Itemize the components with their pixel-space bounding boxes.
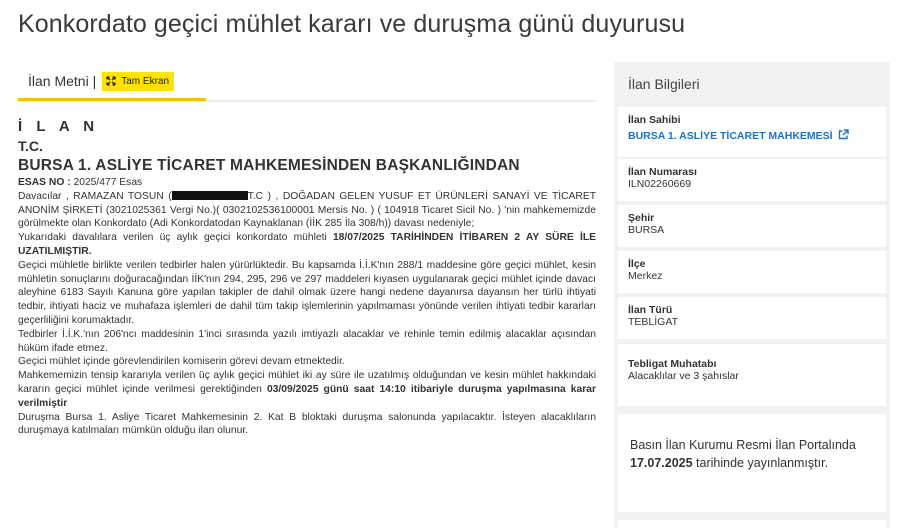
info-label: Tebligat Muhatabı [628, 358, 717, 370]
info-value: ILN02260669 [628, 178, 692, 190]
paragraph-venue: Duruşma Bursa 1. Asliye Ticaret Mahkemesinin 2. Kat B bloktaki duruşma salonunda yapılacaktır. İsteyen alacaklıların duruşmaya katılmaları mümkün olduğu ilan olunur. [18, 411, 596, 437]
note-date: 17.07.2025 [630, 456, 693, 470]
extension-bold: 18/07/2025 TARİHİNDEN İTİBAREN 2 AY SÜRE İLE UZATILMIŞTIR. [18, 232, 596, 257]
parties-text-b: T.C ) , DOĞADAN GELEN YUSUF ET ÜRÜNLERİ SANAYİ VE TİCARET ANONİM ŞİRKETİ (3021025361 Vergi No.)( 0302102536100001 Mersis No. ) ( 104918 Ticaret Sicil No. ) 'nin mahkememizde görülmekte olan Konkordato (Adi Konkordatodan Kaynaklanan (İİK 285 İla 308/h)) davası nedeniyle; [18, 190, 596, 230]
tab-bar [18, 64, 596, 102]
paragraph-commissioner: Geçici mühlet içinde görevlendirilen komiserin görevi devam etmektedir. [18, 356, 345, 368]
sidebar [614, 62, 890, 527]
expand-icon [106, 76, 116, 86]
tab-label: İlan Metni | [28, 73, 97, 89]
external-link-icon [838, 129, 849, 140]
publication-note [618, 414, 886, 512]
info-label: İlçe [628, 258, 646, 270]
fullscreen-button[interactable] [102, 72, 174, 91]
tab-ilan-metni[interactable] [18, 64, 206, 101]
note-text-b: tarihinde yayınlanmıştır. [692, 456, 829, 470]
heading-tc: T.C. [18, 138, 43, 154]
info-ilce [618, 251, 886, 293]
info-label: Şehir [628, 212, 655, 224]
parties-text-a: Davacılar , RAMAZAN TOSUN ( [18, 190, 172, 202]
info-ilan-turu [618, 297, 886, 339]
ilan-sahibi-link[interactable] [628, 130, 849, 142]
fullscreen-label: Tam Ekran [121, 75, 170, 87]
info-tebligat-muhatabi [618, 344, 886, 406]
esas-line [18, 176, 596, 190]
info-ilan-sahibi [618, 107, 886, 157]
info-value: Alacaklılar ve 3 şahıslar [628, 370, 739, 382]
heading-ilan: İ L A N [18, 118, 100, 135]
info-label: İlan Türü [628, 304, 673, 316]
paragraph-hearing [18, 369, 596, 410]
paragraph-exemptions: Tedbirler İ.İ.K.'nın 206'ncı maddesinin 1'inci sırasında yazılı imtiyazlı alacaklar ve rehinle temin edilmiş alacaklar açısından hüküm ifade etmez. [18, 328, 596, 354]
info-label: İlan Numarası [628, 166, 697, 178]
sidebar-title: İlan Bilgileri [628, 76, 700, 92]
paragraph-extension [18, 231, 596, 259]
sidebar-bottom-card [618, 520, 886, 530]
info-label: İlan Sahibi [628, 114, 681, 126]
hearing-text: Mahkememizin tensip kararıyla verilen üç aylık geçici mühlet iki ay süre ile uzatılmış olduğundan ve kesin mühlet hakkındaki kararın geçici mühlet içinde verilmesi gerektiğinden [18, 370, 596, 395]
esas-value: 2025/477 Esas [70, 177, 143, 188]
hearing-bold: 03/09/2025 günü saat 14:10 itibariyle duruşma yapılmasına karar verilmiştir [18, 383, 596, 409]
ilan-sahibi-value: BURSA 1. ASLİYE TİCARET MAHKEMESİ [628, 130, 833, 142]
redacted-id [172, 191, 248, 200]
info-sehir [618, 205, 886, 247]
note-text-a: Basın İlan Kurumu Resmi İlan Portalında [630, 438, 856, 452]
announcement-text [18, 118, 596, 438]
esas-label: ESAS NO : [18, 177, 71, 188]
info-value: TEBLİGAT [628, 316, 678, 328]
page-title: Konkordato geçici mühlet kararı ve duruşma günü duyurusu [18, 10, 686, 38]
extension-text: Yukarıdaki davalılara verilen üç aylık geçici konkordato mühleti [18, 232, 333, 244]
paragraph-parties [18, 190, 596, 231]
heading-court: BURSA 1. ASLİYE TİCARET MAHKEMESİNDEN BAŞKANLIĞINDAN [18, 157, 520, 174]
paragraph-measures: Geçici mühletle birlikte verilen tedbirler halen yürürlüktedir. Bu kapsamda İ.İ.K'nın 288/1 maddesine göre geçici mühlet, kesin mühletin sonuçlarını doğuracağından İİK'nın 294, 295, 296 ve 297 maddeleri kıyasen uygulanarak geçici mühlet içinde davacı aleyhine 6183 Sayılı Kanuna göre yapılan takipler de dahil olmak üzere hangi nedene dayanırsa dayansın her türlü ihtiyati tedbir, ihtiyati haciz ve muhafaza işlemleri de dahil tüm takip işlemlerinin yapılmaması yönünde verilen ihtiyati tedbir kararları geçerliliğini korumaktadır. [18, 259, 596, 326]
info-value: BURSA [628, 224, 665, 236]
info-ilan-numarasi [618, 159, 886, 201]
info-value: Merkez [628, 270, 663, 282]
